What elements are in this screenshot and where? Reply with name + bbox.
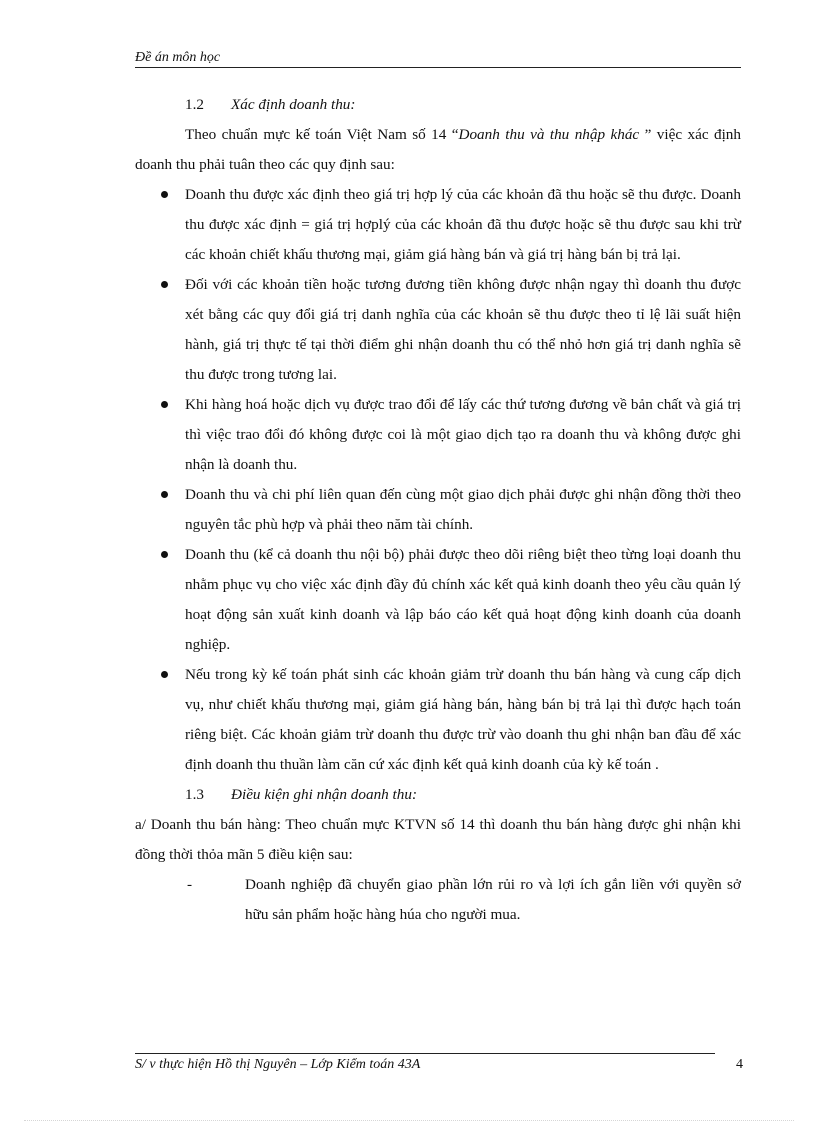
intro-text-post: ” việc xác định doanh thu phải tuân theo các quy định sau:: [135, 126, 741, 173]
list-item: [135, 480, 741, 540]
page-number: 4: [736, 1057, 743, 1072]
list-item: [135, 660, 741, 780]
bullet-icon: [161, 491, 168, 498]
list-item-text: Doanh thu và chi phí liên quan đến cùng một giao dịch phải được ghi nhận đồng thời theo nguyên tắc phù hợp và phải theo năm tài chính.: [185, 486, 741, 533]
list-item: [135, 270, 741, 390]
section-heading-1-2: [135, 90, 741, 120]
page-body: [135, 90, 741, 930]
list-item-text: Doanh nghiệp đã chuyển giao phần lớn rủi ro và lợi ích gắn liền với quyền sở hữu sản phẩm hoặc hàng húa cho người mua.: [245, 876, 741, 923]
section-title: Xác định doanh thu:: [231, 96, 356, 113]
list-item-text: Đối với các khoản tiền hoặc tương đương tiền không được nhận ngay thì doanh thu được xét bằng các quy đổi giá trị danh nghĩa của các khoản sẽ thu được theo tỉ lệ lãi suất hiện hành, giá trị thực tế tại thời điểm ghi nhận doanh thu có thể nhỏ hơn giá trị danh nghĩa sẽ thu được trong tương lai.: [185, 276, 741, 383]
list-item: [135, 870, 741, 930]
running-footer: S/ v thực hiện Hồ thị Nguyên – Lớp Kiểm toán 43A: [135, 1057, 421, 1072]
section-number: 1.3: [185, 786, 204, 803]
revenue-rules-list: [135, 180, 741, 780]
footer-rule: [135, 1053, 715, 1054]
list-item-text: Doanh thu (kể cả doanh thu nội bộ) phải được theo dõi riêng biệt theo từng loại doanh thu nhằm phục vụ cho việc xác định đầy đủ chính xác kết quả kinh doanh theo yêu cầu quản lý hoạt động sản xuất kinh doanh và lập báo cáo kết quả hoạt động kinh doanh của doanh nghiệp.: [185, 546, 741, 653]
standard-name: Doanh thu và thu nhập khác: [458, 126, 640, 143]
intro-text-pre: Theo chuẩn mực kế toán Việt Nam số 14 “: [185, 126, 459, 143]
intro-paragraph: [135, 120, 741, 180]
list-item-text: Doanh thu được xác định theo giá trị hợp lý của các khoản đã thu hoặc sẽ thu được. Doanh thu được xác định = giá trị hợplý của các khoản đã thu được hoặc sẽ thu được sau khi trừ các khoản chiết khấu thương mại, giảm giá hàng bán và giá trị hàng bán bị trả lại.: [185, 186, 741, 263]
section-number: 1.2: [185, 96, 204, 113]
list-item-text: Nếu trong kỳ kế toán phát sinh các khoản giảm trừ doanh thu bán hàng và cung cấp dịch vụ, như chiết khấu thương mại, giảm giá hàng bán, hàng bán bị trả lại thì được hạch toán riêng biệt. Các khoản giảm trừ doanh thu được trừ vào doanh thu ghi nhận ban đầu để xác định doanh thu thuần làm căn cứ xác định kết quả kinh doanh của kỳ kế toán .: [185, 666, 741, 773]
page-edge-divider: [24, 1120, 794, 1121]
running-header: Đề án môn học: [135, 50, 221, 65]
list-item: [135, 540, 741, 660]
list-item-text: Khi hàng hoá hoặc dịch vụ được trao đổi để lấy các thứ tương đương về bản chất và giá trị thì việc trao đổi đó không được coi là một giao dịch tạo ra doanh thu và không được ghi nhận là doanh thu.: [185, 396, 741, 473]
section-heading-1-3: [135, 780, 741, 810]
bullet-icon: [161, 281, 168, 288]
bullet-icon: [161, 551, 168, 558]
sales-revenue-paragraph: a/ Doanh thu bán hàng: Theo chuẩn mực KTVN số 14 thì doanh thu bán hàng được ghi nhận khi đồng thời thỏa mãn 5 điều kiện sau:: [135, 816, 741, 863]
dash-marker: -: [187, 876, 193, 893]
list-item: [135, 180, 741, 270]
bullet-icon: [161, 671, 168, 678]
header-rule: [135, 67, 741, 68]
bullet-icon: [161, 401, 168, 408]
section-title: Điều kiện ghi nhận doanh thu:: [231, 786, 418, 803]
bullet-icon: [161, 191, 168, 198]
conditions-list: [135, 870, 741, 930]
list-item: [135, 390, 741, 480]
